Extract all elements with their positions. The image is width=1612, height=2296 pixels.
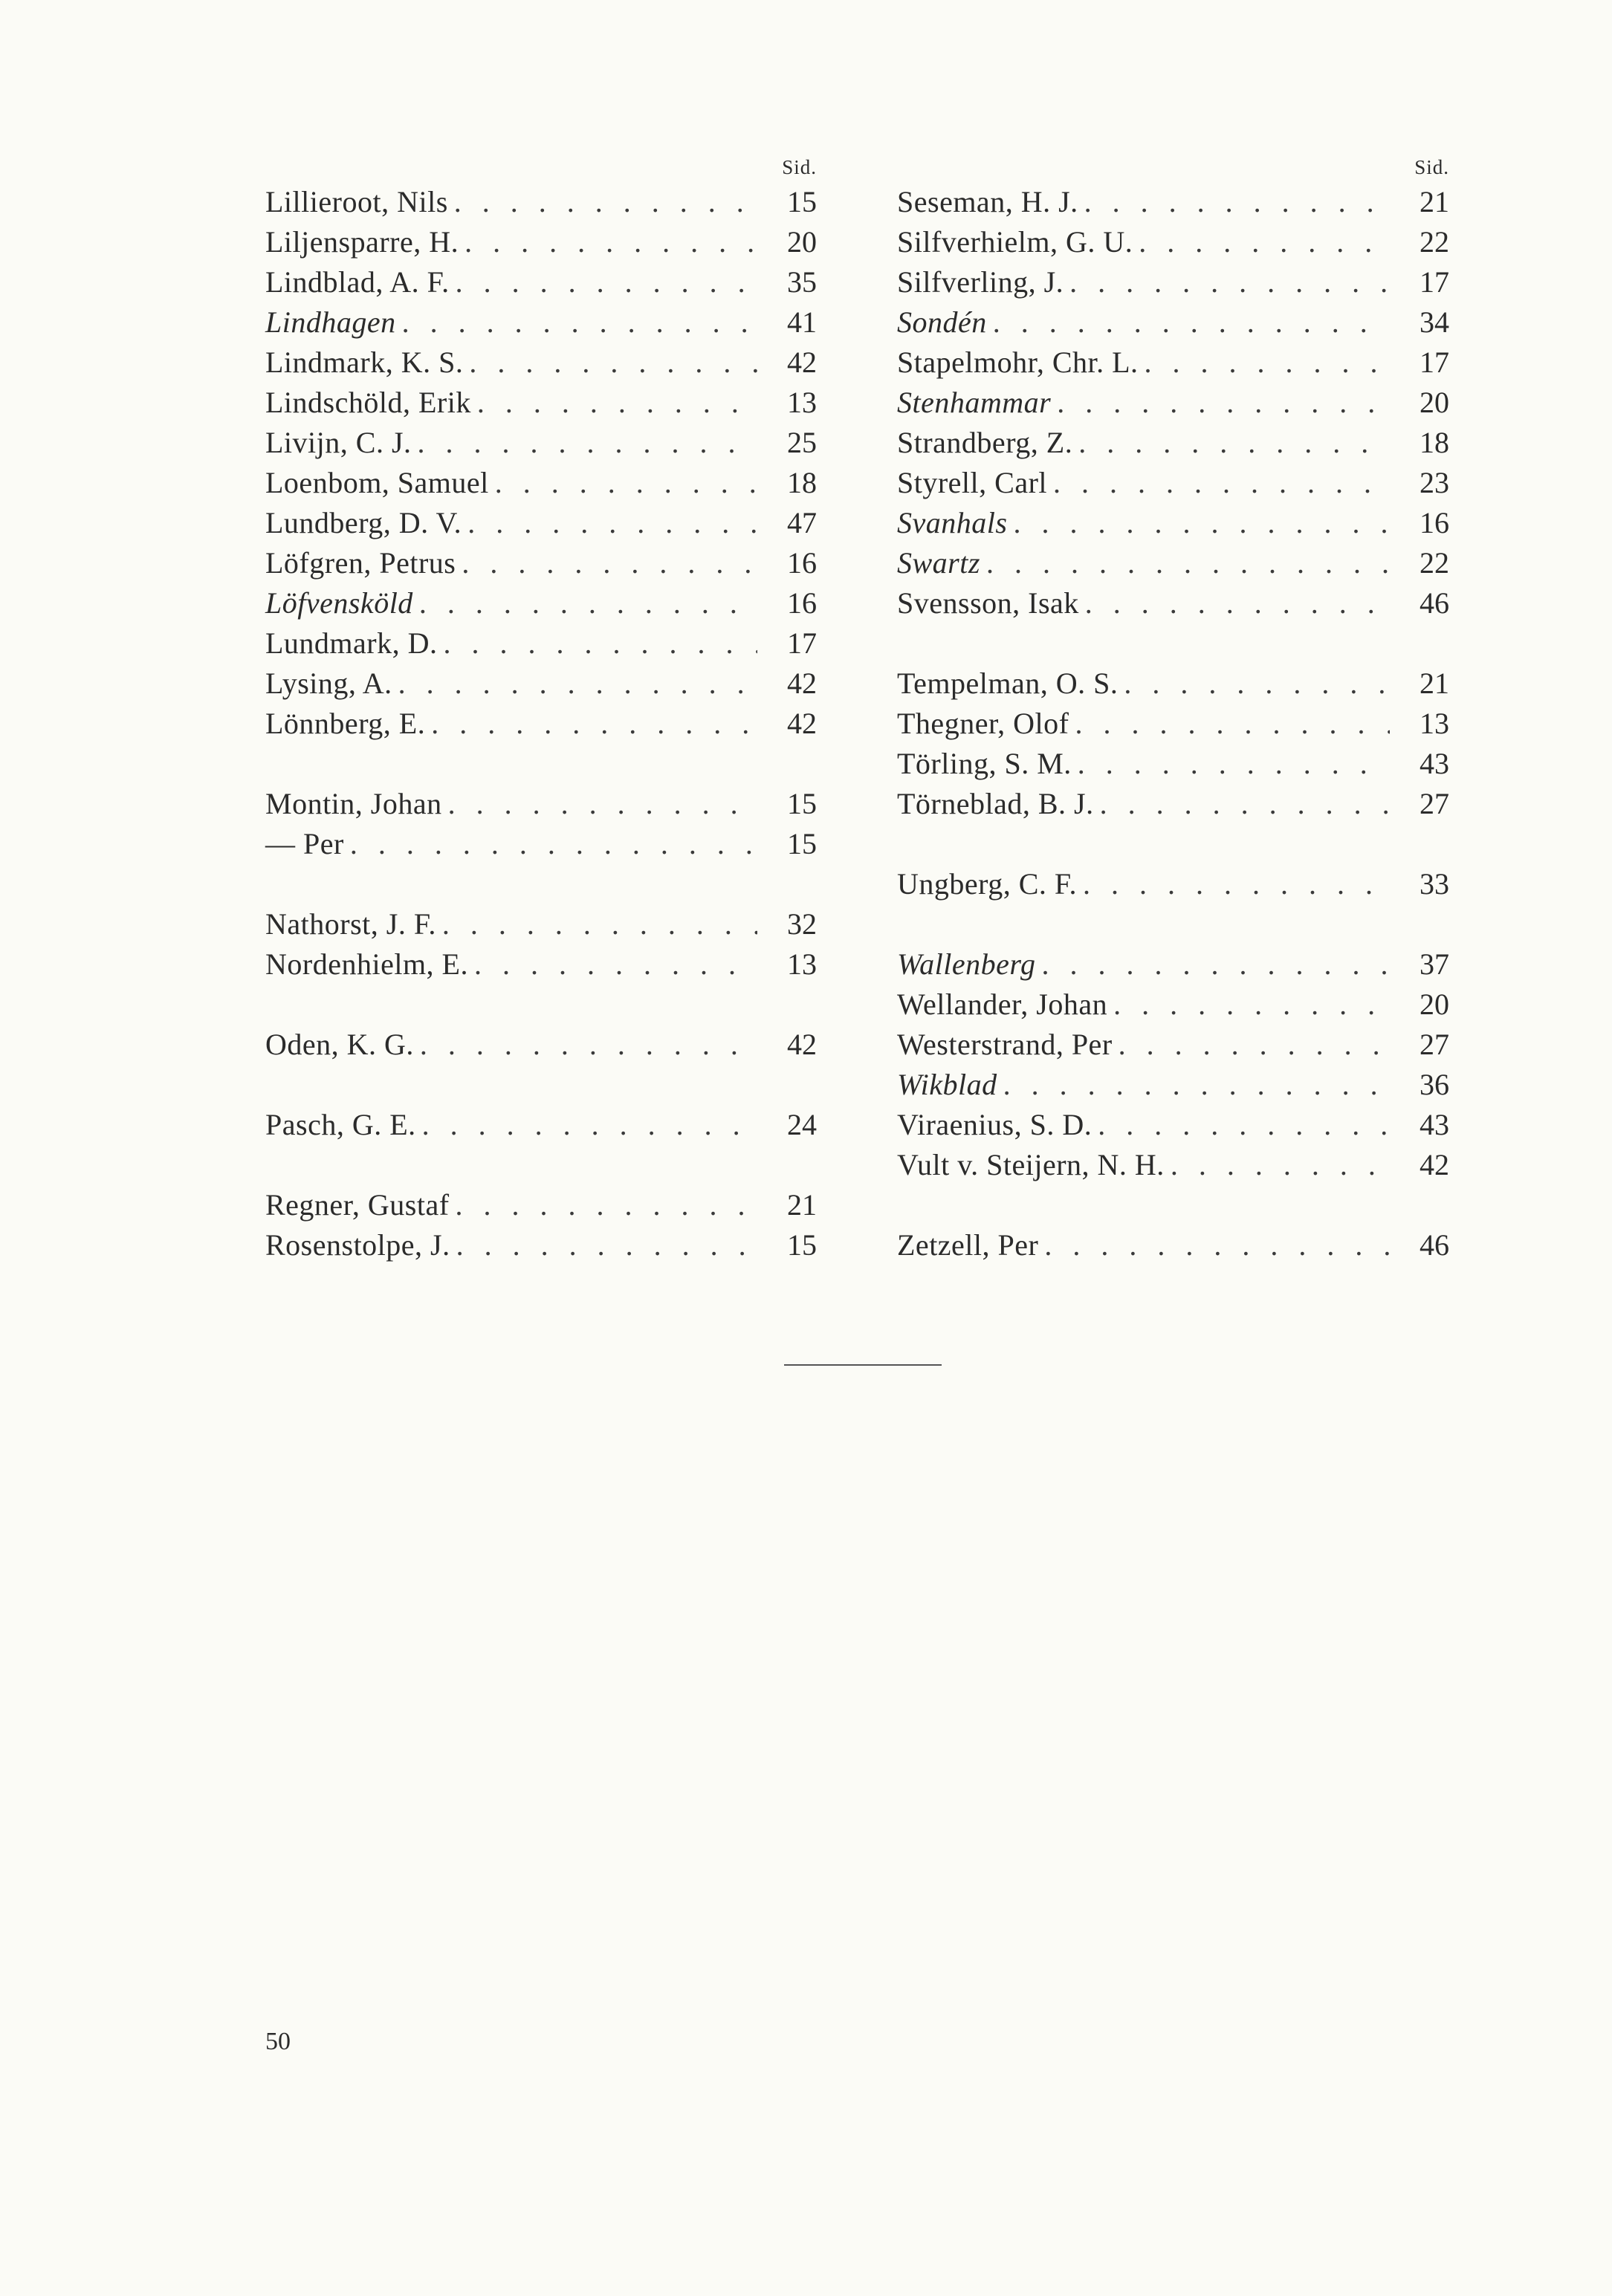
index-entry (265, 383, 817, 423)
entry-name: Svensson, Isak (897, 586, 1079, 620)
dot-leader (1078, 744, 1390, 784)
entry-name: Ungberg, C. F. (897, 867, 1077, 901)
entry-name: Lindblad, A. F. (265, 265, 450, 299)
dot-leader (398, 664, 757, 704)
index-entry (897, 1225, 1449, 1265)
index-entry (265, 824, 817, 864)
dot-leader (1044, 1225, 1390, 1265)
index-entry (265, 302, 817, 343)
entry-page-number: 34 (1420, 305, 1449, 339)
index-entry (265, 543, 817, 583)
entry-name: Styrell, Carl (897, 466, 1048, 499)
index-entry (265, 583, 817, 623)
dot-leader (495, 463, 757, 503)
index-entry (265, 784, 817, 824)
entry-page-number: 33 (1420, 867, 1449, 901)
dot-leader (1057, 383, 1390, 423)
entry-name: Silfverhielm, G. U. (897, 225, 1133, 259)
entry-name: Strandberg, Z. (897, 426, 1073, 459)
dot-leader (1053, 463, 1390, 503)
index-entry (265, 343, 817, 383)
index-entry (897, 302, 1449, 343)
entry-name: Nathorst, J. F. (265, 907, 436, 941)
dot-leader (467, 503, 757, 543)
entry-name: Lysing, A. (265, 667, 392, 700)
page-column-header: Sid. (1414, 156, 1449, 178)
index-entry (265, 1225, 817, 1265)
index-entry (897, 1105, 1449, 1145)
entry-page-number: 42 (787, 667, 817, 700)
entry-name: Lundmark, D. (265, 626, 438, 660)
index-entry (897, 1145, 1449, 1185)
entry-name: Silfverling, J. (897, 265, 1064, 299)
entry-page-number: 13 (787, 386, 817, 419)
entry-page-number: 46 (1420, 586, 1449, 620)
entry-name: Seseman, H. J. (897, 185, 1078, 218)
entry-page-number: 21 (1420, 667, 1449, 700)
entry-page-number: 20 (1420, 988, 1449, 1021)
index-entry (897, 503, 1449, 543)
entry-name: Löfvensköld (265, 586, 413, 620)
entry-name: Wikblad (897, 1068, 997, 1101)
index-entry (265, 423, 817, 463)
index-column-right (897, 152, 1449, 1265)
entry-page-number: 25 (787, 426, 817, 459)
entry-page-number: 42 (787, 1028, 817, 1061)
index-column-left (265, 152, 817, 1265)
entry-name: Sondén (897, 305, 987, 339)
dot-leader (1078, 423, 1390, 463)
entry-name: Lindschöld, Erik (265, 386, 471, 419)
page-column-header: Sid. (782, 156, 817, 178)
index-entry (897, 222, 1449, 262)
index-entry (265, 463, 817, 503)
entry-page-number: 16 (787, 586, 817, 620)
dot-leader (469, 343, 757, 383)
index-entry (265, 904, 817, 944)
entry-page-number: 24 (787, 1108, 817, 1141)
dot-leader (1113, 985, 1390, 1025)
entry-name: Nordenhielm, E. (265, 947, 468, 981)
entry-page-number: 22 (1420, 225, 1449, 259)
index-entry (897, 543, 1449, 583)
entry-name: Wallenberg (897, 947, 1036, 981)
entry-page-number: 16 (1420, 506, 1449, 539)
entry-name: Vult v. Steijern, N. H. (897, 1148, 1165, 1181)
index-entry (897, 262, 1449, 302)
entry-name: Lindhagen (265, 305, 396, 339)
entry-name: — Per (265, 827, 344, 860)
dot-leader (431, 704, 757, 744)
entry-page-number: 36 (1420, 1068, 1449, 1101)
dot-leader (444, 623, 757, 664)
entry-name: Lönnberg, E. (265, 707, 426, 740)
entry-page-number: 21 (1420, 185, 1449, 218)
dot-leader (1013, 503, 1390, 543)
entry-page-number: 42 (787, 707, 817, 740)
entry-name: Swartz (897, 546, 980, 580)
index-entry (897, 985, 1449, 1025)
index-entry (897, 664, 1449, 704)
index-entry (897, 704, 1449, 744)
index-entries-left (265, 182, 817, 1265)
entry-page-number: 15 (787, 185, 817, 218)
dot-leader (986, 543, 1390, 583)
entry-page-number: 20 (787, 225, 817, 259)
dot-leader (350, 824, 757, 864)
entry-page-number: 32 (787, 907, 817, 941)
entry-page-number: 16 (787, 546, 817, 580)
entry-page-number: 17 (1420, 265, 1449, 299)
index-entry (897, 463, 1449, 503)
entry-page-number: 15 (787, 787, 817, 820)
entry-name: Westerstrand, Per (897, 1028, 1113, 1061)
index-entry (897, 583, 1449, 623)
entry-page-number: 18 (787, 466, 817, 499)
dot-leader (456, 1185, 757, 1225)
entry-page-number: 27 (1420, 1028, 1449, 1061)
entry-page-number: 42 (787, 346, 817, 379)
entry-name: Stenhammar (897, 386, 1052, 419)
dot-leader (456, 1225, 757, 1265)
entry-name: Montin, Johan (265, 787, 442, 820)
entry-name: Loenbom, Samuel (265, 466, 489, 499)
entry-page-number: 21 (787, 1188, 817, 1222)
entry-page-number: 13 (787, 947, 817, 981)
index-entry (897, 744, 1449, 784)
entry-name: Rosenstolpe, J. (265, 1228, 450, 1262)
entry-name: Livijn, C. J. (265, 426, 412, 459)
dot-leader (422, 1105, 757, 1145)
index-entry (897, 784, 1449, 824)
dot-leader (1069, 262, 1390, 302)
entry-name: Pasch, G. E. (265, 1108, 416, 1141)
entry-name: Lindmark, K. S. (265, 346, 464, 379)
dot-leader (477, 383, 757, 423)
entry-page-number: 43 (1420, 1108, 1449, 1141)
entry-name: Törling, S. M. (897, 747, 1072, 780)
dot-leader (464, 222, 757, 262)
index-entry (265, 944, 817, 985)
index-entry (265, 1105, 817, 1145)
dot-leader (474, 944, 757, 985)
index-entry (897, 423, 1449, 463)
index-entry (265, 704, 817, 744)
dot-leader (456, 262, 757, 302)
index-entry (265, 623, 817, 664)
entry-page-number: 17 (787, 626, 817, 660)
entry-name: Regner, Gustaf (265, 1188, 450, 1222)
dot-leader (1145, 343, 1390, 383)
dot-leader (454, 182, 757, 222)
index-entry (897, 182, 1449, 222)
entry-name: Wellander, Johan (897, 988, 1108, 1021)
entry-name: Svanhals (897, 506, 1008, 539)
dot-leader (418, 423, 757, 463)
dot-leader (1124, 664, 1390, 704)
index-entry (265, 664, 817, 704)
index-entry (897, 1025, 1449, 1065)
index-entry (265, 262, 817, 302)
dot-leader (1003, 1065, 1390, 1105)
index-entry (897, 864, 1449, 904)
entry-name: Liljensparre, H. (265, 225, 459, 259)
dot-leader (1098, 1105, 1390, 1145)
dot-leader (1119, 1025, 1390, 1065)
index-entry (265, 1025, 817, 1065)
entry-page-number: 37 (1420, 947, 1449, 981)
entry-page-number: 27 (1420, 787, 1449, 820)
entry-page-number: 13 (1420, 707, 1449, 740)
entry-name: Lillieroot, Nils (265, 185, 448, 218)
entry-page-number: 15 (787, 827, 817, 860)
index-entry (265, 222, 817, 262)
entry-name: Törneblad, B. J. (897, 787, 1094, 820)
entry-name: Lundberg, D. V. (265, 506, 462, 539)
entry-page-number: 42 (1420, 1148, 1449, 1181)
dot-leader (1139, 222, 1390, 262)
index-entry (897, 343, 1449, 383)
dot-leader (993, 302, 1390, 343)
index-entries-right (897, 182, 1449, 1265)
dot-leader (462, 543, 757, 583)
entry-page-number: 47 (787, 506, 817, 539)
index-entry (897, 383, 1449, 423)
entry-page-number: 46 (1420, 1228, 1449, 1262)
index-entry (265, 1185, 817, 1225)
dot-leader (442, 904, 757, 944)
entry-page-number: 20 (1420, 386, 1449, 419)
index-entry (265, 503, 817, 543)
entry-page-number: 18 (1420, 426, 1449, 459)
entry-name: Viraenius, S. D. (897, 1108, 1093, 1141)
entry-page-number: 22 (1420, 546, 1449, 580)
entry-page-number: 17 (1420, 346, 1449, 379)
dot-leader (1085, 583, 1390, 623)
entry-name: Zetzell, Per (897, 1228, 1039, 1262)
entry-name: Stapelmohr, Chr. L. (897, 346, 1139, 379)
page-number: 50 (265, 2028, 291, 2055)
dot-leader (1075, 704, 1390, 744)
entry-page-number: 23 (1420, 466, 1449, 499)
dot-leader (1083, 864, 1390, 904)
entry-name: Oden, K. G. (265, 1028, 414, 1061)
dot-leader (448, 784, 757, 824)
entry-name: Tempelman, O. S. (897, 667, 1119, 700)
section-divider (784, 1364, 942, 1366)
entry-page-number: 43 (1420, 747, 1449, 780)
dot-leader (419, 583, 757, 623)
index-entry (897, 944, 1449, 985)
index-entry (265, 182, 817, 222)
dot-leader (1041, 944, 1390, 985)
dot-leader (420, 1025, 757, 1065)
entry-name: Löfgren, Petrus (265, 546, 456, 580)
dot-leader (1100, 784, 1390, 824)
index-entry (897, 1065, 1449, 1105)
entry-page-number: 35 (787, 265, 817, 299)
entry-name: Thegner, Olof (897, 707, 1069, 740)
dot-leader (1171, 1145, 1390, 1185)
dot-leader (1084, 182, 1390, 222)
entry-page-number: 41 (787, 305, 817, 339)
entry-page-number: 15 (787, 1228, 817, 1262)
dot-leader (402, 302, 757, 343)
